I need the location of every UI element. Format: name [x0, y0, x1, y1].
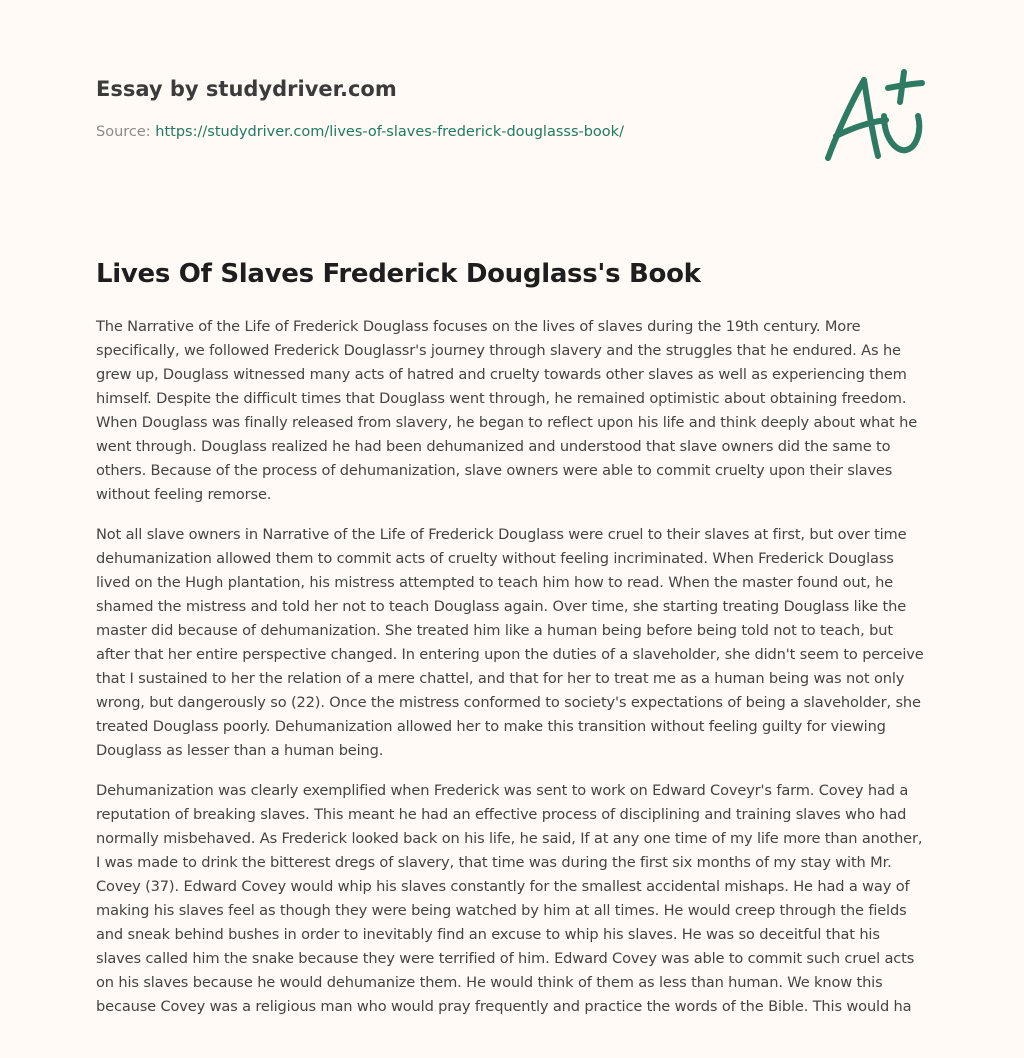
essay-title: Lives Of Slaves Frederick Douglass's Book: [96, 259, 701, 289]
a-plus-grade-icon: [818, 66, 928, 166]
essay-paragraph: Not all slave owners in Narrative of the Life of Frederick Douglass were cruel to their slaves at first, but over time dehumanization allowed them to commit acts of cruelty without feeling incriminated. When Frederick Douglass lived on the Hugh plantation, his mistress attempted to teach him how to read. When the master found out, he shamed the mistress and told her not to teach Douglass again. Over time, she starting treating Douglass like the master did because of dehumanization. She treated him like a human being before being told not to teach, but after that her entire perspective changed. In entering upon the duties of a slaveholder, she didn't seem to perceive that I sustained to her the relation of a mere chattel, and that for her to treat me as a human being was not only wrong, but dangerously so (22). Once the mistress conformed to society's expectations of being a slaveholder, she treated Douglass poorly. Dehumanization allowed her to make this transition without feeling guilty for viewing Douglass as lesser than a human being.: [96, 526, 924, 759]
essay-header: [96, 74, 796, 142]
site-title: Essay by studydriver.com: [96, 77, 397, 101]
source-label: Source:: [96, 124, 151, 140]
essay-paragraph: Dehumanization was clearly exemplified when Frederick was sent to work on Edward Coveyr's farm. Covey had a reputation of breaking slaves. This meant he had an effective process of disciplining and training slaves who had normally misbehaved. As Frederick looked back on his life, he said, If at any one time of my life more than another, I was made to drink the bitterest dregs of slavery, that time was during the first six months of my stay with Mr. Covey (37). Edward Covey would whip his slaves constantly for the smallest accidental mishaps. He had a way of making his slaves feel as though they were being watched by him at all times. He would creep through the fields and sneak behind bushes in order to inevitably find an excuse to whip his slaves. He was so deceitful that his slaves called him the snake because they were terrified of him. Edward Covey was able to commit such cruel acts on his slaves because he would dehumanize them. He would think of them as less than human. We know this because Covey was a religious man who would pray frequently and practice the words of the Bible. This would ha: [96, 782, 923, 1015]
essay-paragraph: The Narrative of the Life of Frederick Douglass focuses on the lives of slaves during the 19th century. More specifically, we followed Frederick Douglassr's journey through slavery and the struggles that he endured. As he grew up, Douglass witnessed many acts of hatred and cruelty towards other slaves as well as experiencing them himself. Despite the difficult times that Douglass went through, he remained optimistic about obtaining freedom. When Douglass was finally released from slavery, he began to reflect upon his life and think deeply about what he went through. Douglass realized he had been dehumanized and understood that slave owners did the same to others. Because of the process of dehumanization, slave owners were able to commit cruelty upon their slaves without feeling remorse.: [96, 318, 918, 503]
essay-body: [96, 315, 928, 1035]
source-line: [96, 122, 796, 142]
source-link[interactable]: https://studydriver.com/lives-of-slaves-frederick-douglasss-book/: [155, 124, 624, 140]
